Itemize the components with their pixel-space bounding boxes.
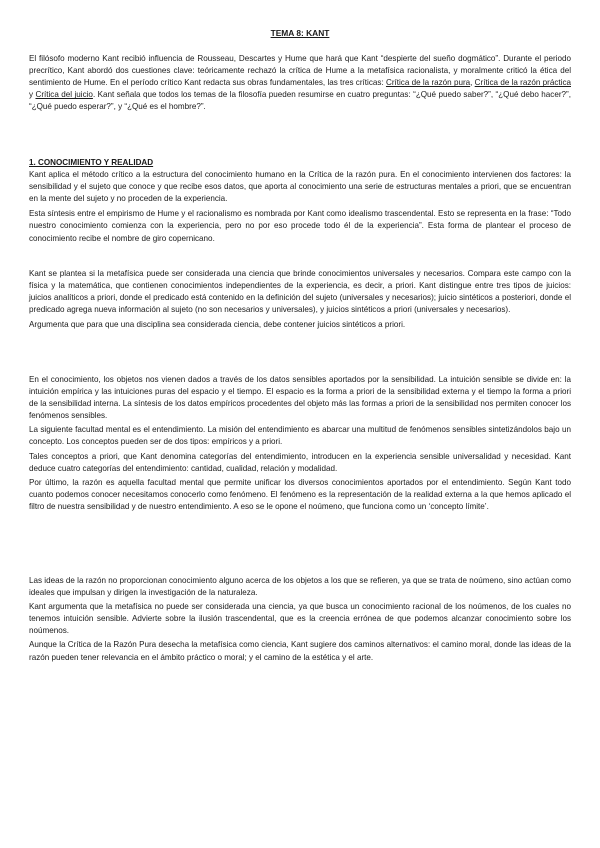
intro-text: El filósofo moderno Kant recibió influencia de Rousseau, Descartes y Hume que hará que Kant “despierte del sueño dogmático”. Durante el periodo precrítico, Kant abordó dos cuestiones clave: teóricamente rechazó la crítica de Hume a la metafísica racionalista, y moralmente criticó la ética del sentimiento de Hume. En el período crítico Kant redacta sus obras fundamentales, las tres críticas: xyxy=(29,54,571,88)
section-block xyxy=(29,374,571,513)
intro-block xyxy=(29,53,571,113)
paragraph: La siguiente facultad mental es el entendimiento. La misión del entendimiento es abarcar una multitud de fenómenos sensibles sintetizándolos bajo un concepto. Los conceptos pueden ser de dos tipos: empíricos y a priori. xyxy=(29,425,571,447)
paragraph: Las ideas de la razón no proporcionan conocimiento alguno acerca de los objetos a los que se refieren, ya que se trata de noúmeno, sino actúan como ideales que impulsan y dirigen la investigación de la naturaleza. xyxy=(29,576,571,598)
intro-separator: , xyxy=(470,78,475,88)
paragraph: Tales conceptos a priori, que Kant denomina categorías del entendimiento, introducen en la experiencia sensible universalidad y necesidad. Kant deduce cuatro categorías del entendimiento: cantidad, cualidad, relación y modalidad. xyxy=(29,451,571,473)
intro-text: . Kant señala que todos los temas de la filosofía pueden resumirse en cuatro preguntas: “¿Qué puedo saber?”, “¿Qué debo hacer?”, “¿Qué puedo esperar?”, y “¿Qué es el hombre?”. xyxy=(29,90,571,112)
paragraph: Argumenta que para que una disciplina sea considerada ciencia, debe contener juicios sintéticos a priori. xyxy=(29,320,406,330)
paragraph: Kant argumenta que la metafísica no puede ser considerada una ciencia, ya que busca un conocimiento racional de los noúmenos, de los cuales no tenemos intuición sensible. Advierte sobre la ilusión trascendental, que es la creencia errónea de que podemos alcanzar conocimiento sobre los noúmenos. xyxy=(29,602,571,636)
intro-paragraph xyxy=(29,53,571,113)
paragraph: Kant se plantea si la metafísica puede ser considerada una ciencia que brinde conocimientos universales y necesarios. Compara este campo con la física y la matemática, que contienen conocimientos independientes de la experiencia, es decir, a priori. Kant distingue entre tres tipos de juicios: juicios analíticos a priori, donde el predicado está contenido en la definición del sujeto (universales y necesarios); juicio sintéticos a posteriori, donde el predicado agrega nueva información al sujeto (no son necesarios y universales), y juicios sintéticos a priori (universales y necesarios). xyxy=(29,269,571,315)
work-title-critique-pure-reason: Crítica de la razón pura xyxy=(385,78,471,88)
work-title-critique-judgment: Crítica del juicio xyxy=(35,90,93,100)
paragraph: Aunque la Crítica de la Razón Pura desecha la metafísica como ciencia, Kant sugiere dos caminos alternativos: el camino moral, donde las ideas de la razón pueden tener relevancia en el ámbito práctico o moral; y el camino de la estética y el arte. xyxy=(29,640,571,662)
paragraph: Por último, la razón es aquella facultad mental que permite unificar los diversos conocimientos aportados por el entendimiento. Según Kant todo cuanto podemos conocer necesitamos conocerlo como fenómeno. El fenómeno es la representación de la realidad externa a la que hemos aplicado el filtro de nuestra sensibilidad y de nuestro entendimiento. A eso se le opone el noúmeno, que funciona como un ‘concepto límite’. xyxy=(29,477,571,511)
work-title-critique-practical-reason: Crítica de la razón práctica xyxy=(474,78,571,88)
section-block xyxy=(29,157,571,245)
section-block xyxy=(29,268,571,331)
section-block xyxy=(29,575,571,664)
paragraph: En el conocimiento, los objetos nos vienen dados a través de los datos sensibles aportados por la sensibilidad. La intuición sensible se divide en: la intuición empírica y las intuiciones puras del espacio y el tiempo. El espacio es la forma a priori de la sensibilidad externa y el tiempo la forma a priori de la sensibilidad interna. La síntesis de los datos empíricos procedentes del objeto más las formas a priori de la sensibilidad nos permiten conocer los fenómenos sensibles. xyxy=(29,375,571,421)
page-title: TEMA 8: KANT xyxy=(270,28,330,38)
section-heading: 1. CONOCIMIENTO Y REALIDAD xyxy=(29,158,154,167)
intro-separator: y xyxy=(29,90,36,100)
paragraph: Esta síntesis entre el empirismo de Hume y el racionalismo es nombrada por Kant como idealismo trascendental. Esto se representa en la frase: “Todo nuestro conocimiento comienza con la experiencia, pero no por eso procede todo él de la experiencia”. Esta forma de plantear el proceso de conocimiento recibe el nombre de giro copernicano. xyxy=(29,209,571,243)
paragraph: Kant aplica el método crítico a la estructura del conocimiento humano en la Crítica de la razón pura. En el conocimiento intervienen dos factores: la sensibilidad y el sujeto que conoce y que recibe esos datos, que aporta al conocimiento una serie de estructuras mentales a priori, que se encuentran en la mente del sujeto y no proceden de la experiencia. xyxy=(29,170,571,204)
